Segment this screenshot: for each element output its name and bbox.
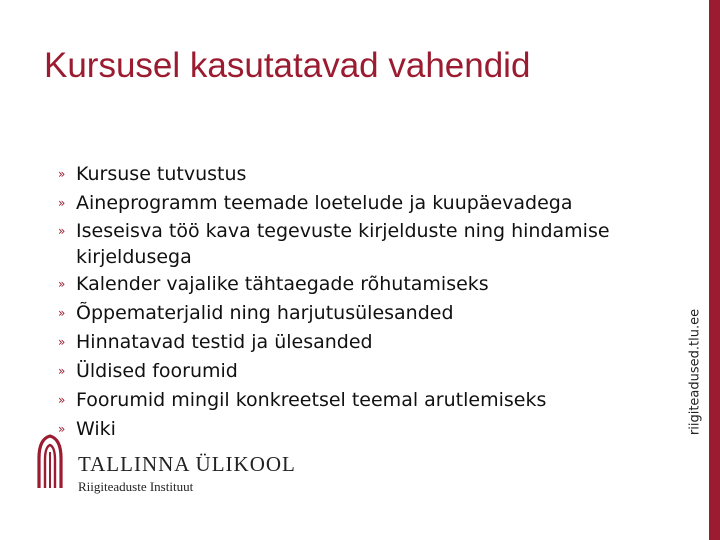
double-chevron-right-icon: » bbox=[58, 393, 66, 407]
list-item-text: Kursuse tutvustus bbox=[76, 163, 247, 185]
list-item-text: Õppematerjalid ning harjutusülesanded bbox=[76, 302, 454, 324]
logo-subtitle: Riigiteaduste Instituut bbox=[78, 479, 194, 494]
slide-title: Kursusel kasutatavad vahendid bbox=[44, 46, 531, 85]
double-chevron-right-icon: » bbox=[58, 335, 66, 349]
university-logo bbox=[30, 432, 296, 512]
list-item bbox=[58, 386, 688, 415]
list-item-text: Hinnatavad testid ja ülesanded bbox=[76, 331, 373, 353]
double-chevron-right-icon: » bbox=[58, 167, 66, 181]
side-url-text bbox=[686, 274, 704, 470]
double-chevron-right-icon: » bbox=[58, 224, 66, 238]
double-chevron-right-icon: » bbox=[58, 196, 66, 210]
list-item-text: Aineprogramm teemade loetelude ja kuupäevadega bbox=[76, 192, 573, 214]
double-chevron-right-icon: » bbox=[58, 277, 66, 291]
list-item-text: Üldised foorumid bbox=[76, 360, 238, 382]
side-url-label: riigiteadused.tlu.ee bbox=[687, 308, 703, 436]
logo-name: TALLINNA ÜLIKOOL bbox=[78, 452, 296, 476]
list-item-text: Iseseisva töö kava tegevuste kirjelduste ning hindamise kirjeldusega bbox=[76, 220, 610, 268]
double-chevron-right-icon: » bbox=[58, 364, 66, 378]
list-item-text: Foorumid mingil konkreetsel teemal arutlemiseks bbox=[76, 389, 547, 411]
list-item-text: Kalender vajalike tähtaegade rõhutamiseks bbox=[76, 273, 489, 295]
university-emblem-icon bbox=[30, 432, 70, 492]
list-item bbox=[58, 357, 688, 386]
list-item-text: Wiki bbox=[76, 418, 116, 440]
double-chevron-right-icon: » bbox=[58, 422, 66, 436]
list-item bbox=[58, 189, 688, 218]
list-item bbox=[58, 299, 688, 328]
list-item bbox=[58, 270, 688, 299]
bullet-list bbox=[58, 160, 688, 444]
list-item bbox=[58, 328, 688, 357]
double-chevron-right-icon: » bbox=[58, 306, 66, 320]
right-accent-bar bbox=[709, 0, 720, 540]
list-item bbox=[58, 160, 688, 189]
list-item bbox=[58, 218, 688, 270]
